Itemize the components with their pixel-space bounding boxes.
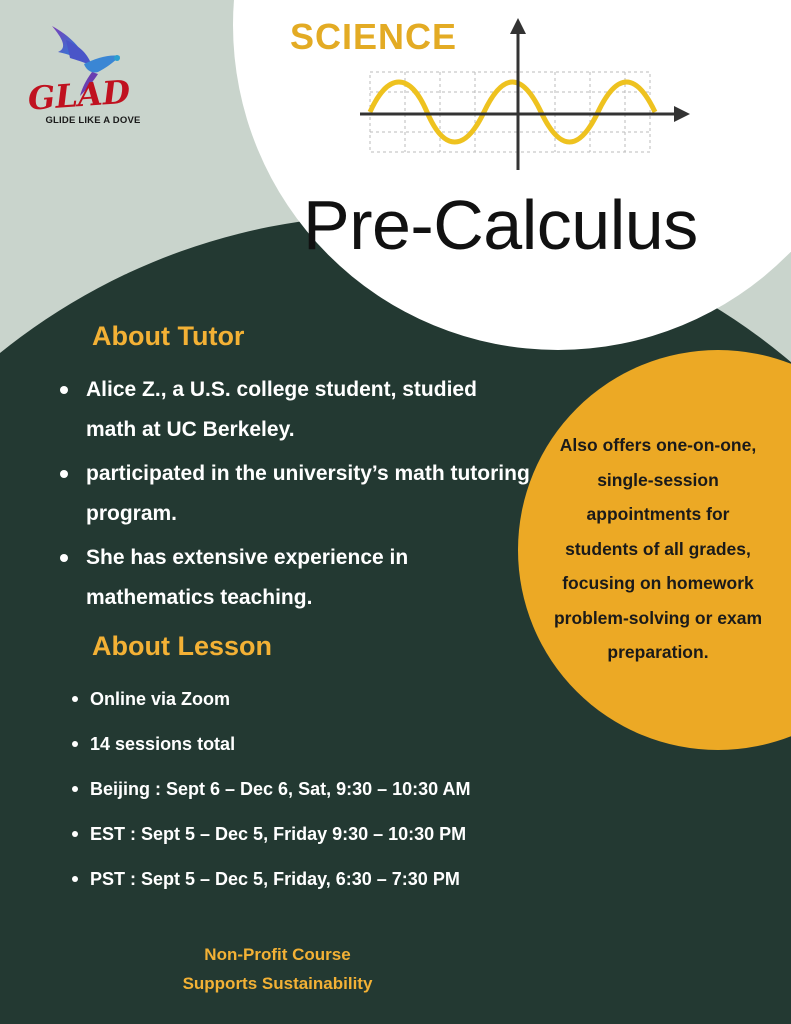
list-item: Beijing : Sept 6 – Dec 6, Sat, 9:30 – 10:30 AM — [72, 774, 592, 819]
list-item: EST : Sept 5 – Dec 5, Friday 9:30 – 10:30 PM — [72, 819, 592, 864]
callout-text: Also offers one-on-one, single-session appointments for students of all grades, focusing on homework problem-solving or exam preparation. — [553, 435, 763, 662]
list-item: PST : Sept 5 – Dec 5, Friday, 6:30 – 7:30 PM — [72, 864, 592, 909]
svg-text:GLAD: GLAD — [26, 72, 132, 118]
about-tutor-list — [60, 370, 530, 622]
glad-letters — [22, 18, 162, 118]
footer-note — [150, 940, 405, 998]
list-item: Online via Zoom — [72, 684, 592, 729]
logo-tagline: GLIDE LIKE A DOVE — [45, 115, 141, 126]
about-tutor-heading: About Tutor — [92, 321, 245, 351]
list-item: 14 sessions total — [72, 729, 592, 774]
page-title: Pre-Calculus — [303, 186, 698, 264]
list-item: participated in the university’s math tutoring program. — [60, 454, 530, 534]
glad-logo — [22, 18, 162, 133]
footer-line-1: Non-Profit Course — [204, 945, 351, 964]
about-lesson-heading: About Lesson — [92, 631, 272, 661]
about-lesson-list — [72, 684, 592, 909]
subject-label: SCIENCE — [290, 16, 458, 57]
list-item: Alice Z., a U.S. college student, studied math at UC Berkeley. — [60, 370, 530, 450]
footer-line-2: Supports Sustainability — [182, 974, 373, 993]
sine-wave-graph-icon — [360, 12, 695, 177]
list-item: She has extensive experience in mathematics teaching. — [60, 538, 530, 618]
